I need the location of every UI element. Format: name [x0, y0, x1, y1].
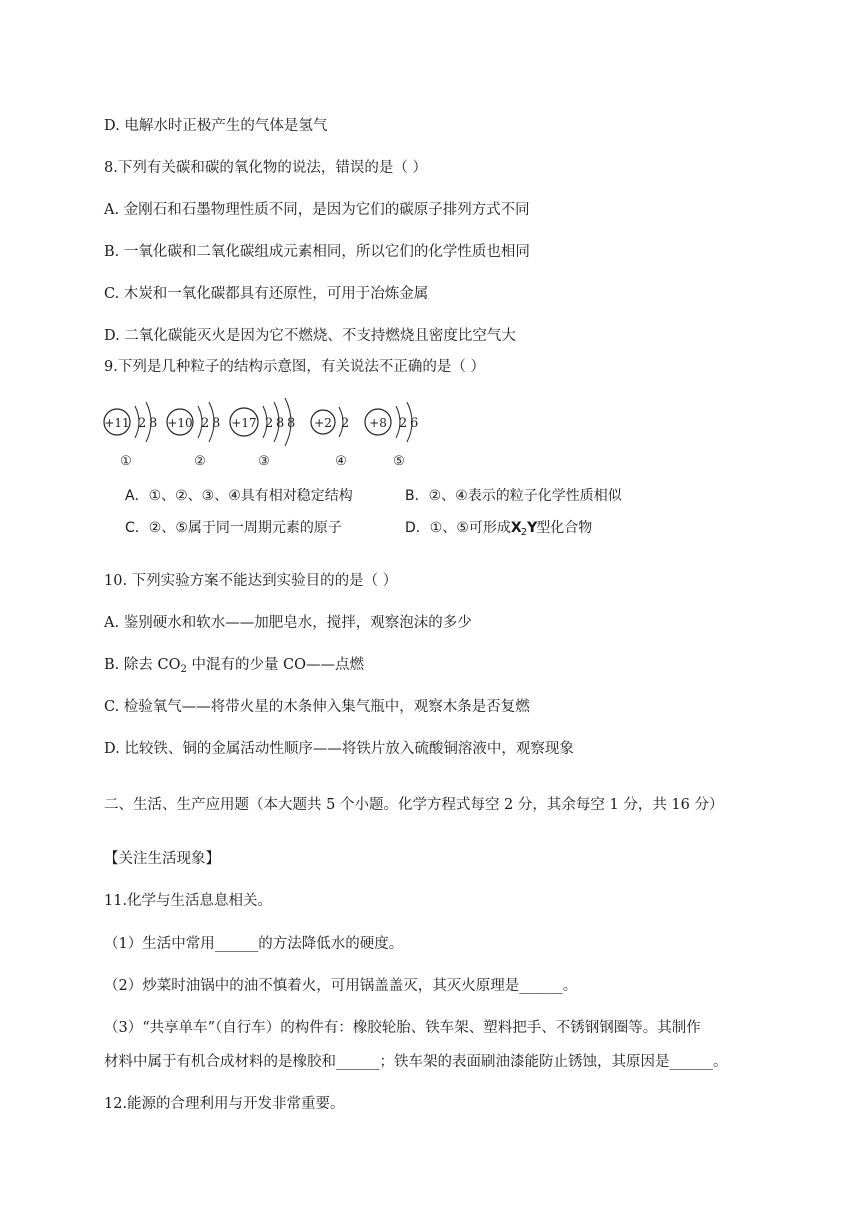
particle-5-shell-1: 2 [399, 416, 408, 431]
particle-2-shell-2: 8 [212, 416, 221, 431]
q11-stem: 11.化学与生活息息相关。 [104, 893, 273, 909]
particle-3-shell-1: 2 [265, 416, 274, 431]
particle-2 [167, 402, 220, 469]
particle-3-nucleus: +17 [231, 416, 257, 430]
q8-option-d: D. 二氧化碳能灭火是因为它不燃烧、不支持燃烧且密度比空气大 [104, 328, 516, 344]
particle-3-shell-3: 8 [287, 416, 296, 431]
particle-1-label: ① [120, 454, 132, 469]
section-2-subheading: 【关注生活现象】 [104, 851, 220, 867]
q10-option-c: C. 检验氧气——将带火星的木条伸入集气瓶中，观察木条是否复燃 [104, 699, 530, 715]
particle-5 [365, 402, 418, 469]
q9-option-b: B．②、④表示的粒子化学性质相似 [405, 488, 622, 504]
atomic-structure-diagram [98, 392, 438, 480]
particle-1-nucleus: +11 [104, 416, 130, 430]
q10-option-a: A. 鉴别硬水和软水——加肥皂水，搅拌，观察泡沫的多少 [104, 615, 472, 631]
particle-1-shell-1: 2 [138, 416, 147, 431]
q12-stem: 12.能源的合理利用与开发非常重要。 [104, 1096, 345, 1112]
particle-5-nucleus: +8 [369, 416, 387, 430]
particle-5-shell-2: 6 [410, 416, 419, 431]
q11-part-3-line-1: （3）“共享单车”（自行车）的构件有：橡胶轮胎、铁车架、塑料把手、不锈钢钢圈等。其制作 [104, 1020, 701, 1036]
particle-2-shell-1: 2 [201, 416, 210, 431]
particle-2-nucleus: +10 [167, 416, 193, 430]
particle-3-shell-2: 8 [276, 416, 285, 431]
q9-option-d: D．①、⑤可形成$X_2Y$型化合物 [405, 520, 593, 538]
q10-option-d: D. 比较铁、铜的金属活动性顺序——将铁片放入硫酸铜溶液中，观察现象 [104, 741, 574, 757]
particle-1-shell-2: 8 [149, 416, 158, 431]
formula-x: X [510, 520, 521, 536]
q9-stem: 9.下列是几种粒子的结构示意图，有关说法不正确的是（ ） [104, 359, 485, 375]
q11-part-2: （2）炒菜时油锅中的油不慎着火，可用锅盖盖灭，其灭火原理是______。 [104, 978, 578, 994]
particle-4-shell-1: 2 [341, 416, 350, 431]
particle-4 [311, 407, 349, 469]
particle-5-label: ⑤ [393, 454, 405, 469]
q8-option-a: A. 金刚石和石墨物理性质不同，是因为它们的碳原子排列方式不同 [104, 202, 530, 218]
q11-part-3-line-2: 材料中属于有机合成材料的是橡胶和______；铁车架的表面刷油漆能防止锈蚀，其原因是______。 [104, 1054, 728, 1070]
particle-1 [104, 402, 157, 469]
q11-part-1: （1）生活中常用______的方法降低水的硬度。 [104, 936, 404, 952]
particle-3 [230, 398, 295, 469]
formula-subscript: 2 [520, 527, 528, 538]
q8-option-c: C. 木炭和一氧化碳都具有还原性，可用于冶炼金属 [104, 286, 429, 302]
q9-option-c: C．②、⑤属于同一周期元素的原子 [125, 520, 342, 536]
q8-option-b: B. 一氧化碳和二氧化碳组成元素相同，所以它们的化学性质也相同 [104, 244, 530, 260]
q10-option-b: B. 除去 $CO_2$ 中混有的少量 CO——点燃 [104, 657, 365, 675]
particle-4-label: ④ [335, 454, 347, 469]
particle-2-label: ② [194, 454, 206, 469]
particle-4-nucleus: +2 [314, 416, 332, 430]
particle-3-label: ③ [258, 454, 270, 469]
formula-y: Y [527, 520, 537, 536]
q10-stem: 10. 下列实验方案不能达到实验目的的是（ ） [104, 573, 398, 589]
section-2-title: 二、生活、生产应用题（本大题共 5 个小题。化学方程式每空 2 分，其余每空 1 分，共 16 分） [104, 797, 724, 813]
q9-option-a: A．①、②、③、④具有相对稳定结构 [125, 488, 353, 504]
q8-stem: 8.下列有关碳和碳的氧化物的说法，错误的是（ ） [104, 160, 427, 176]
q7-option-d: D. 电解水时正极产生的气体是氢气 [104, 118, 328, 134]
